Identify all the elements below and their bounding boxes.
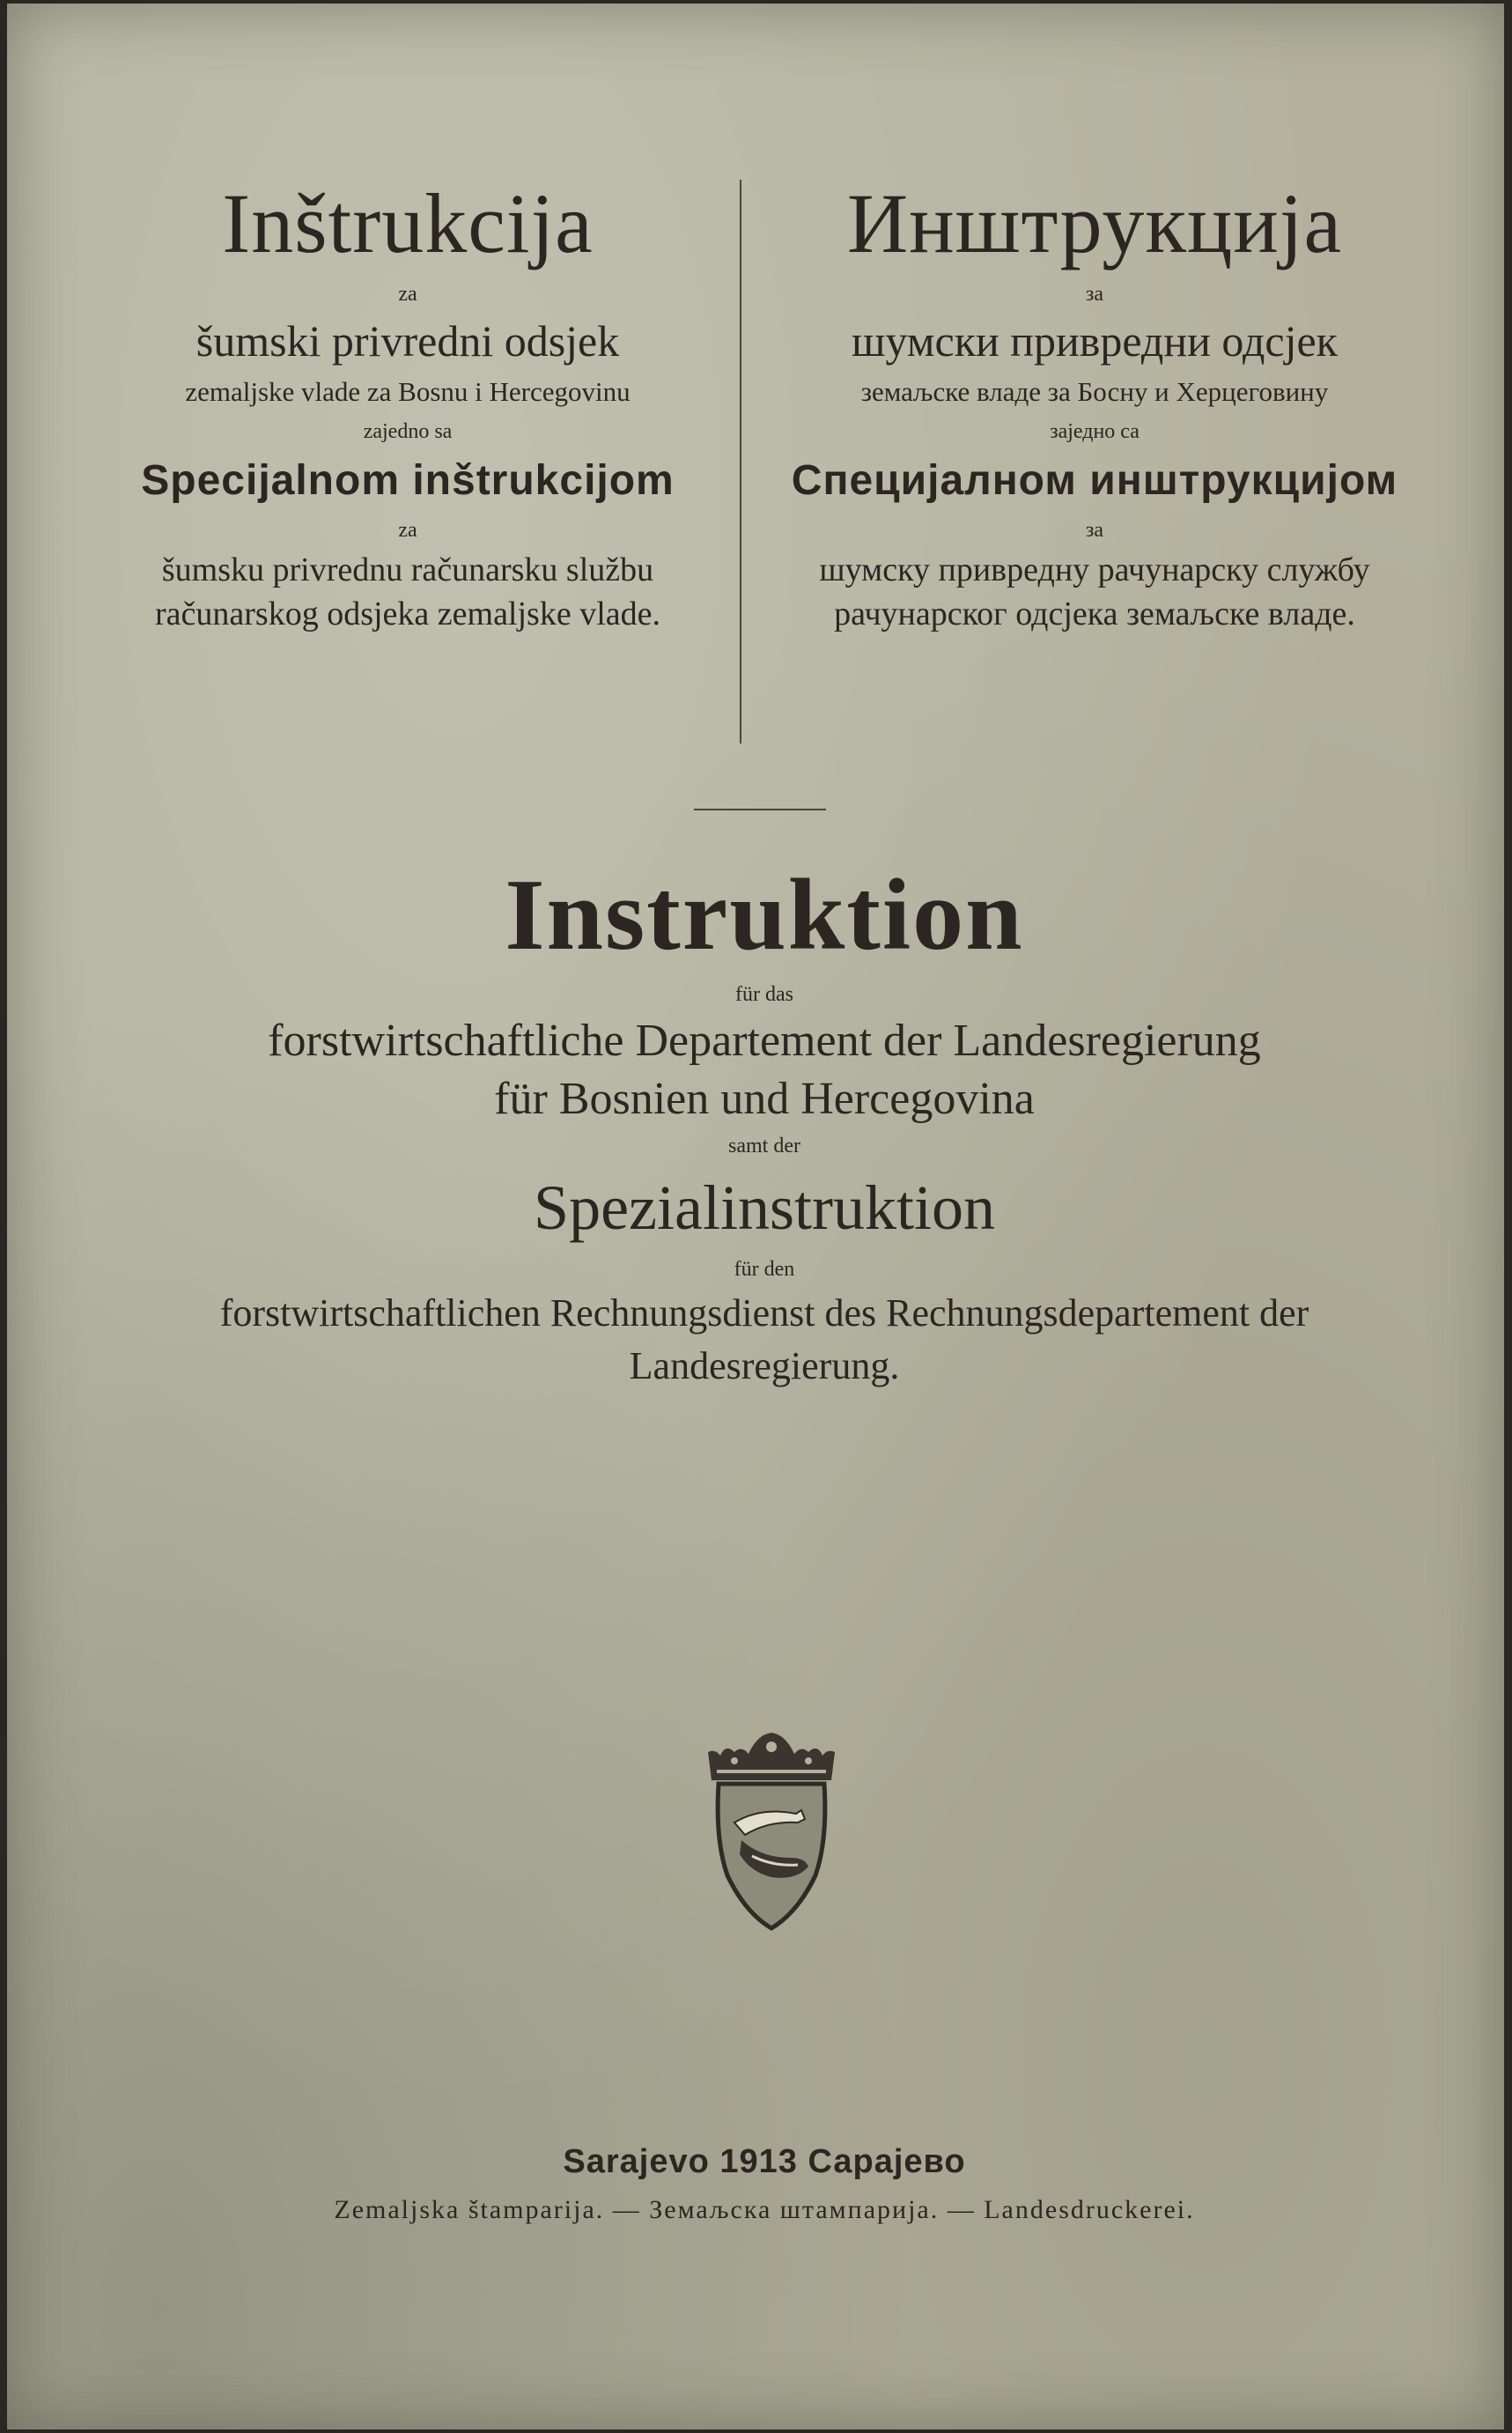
german-title: Instruktion [505,859,1024,972]
german-section [60,854,1469,1393]
cyrillic-line-2: земаљске владе за Босну и Херцеговину [860,376,1329,407]
latin-za-2: za [398,519,417,542]
section-rule [694,809,826,810]
bosnian-cyrillic-column [760,171,1429,636]
german-fur-das: für das [735,983,793,1006]
cyrillic-line-4: рачунарског одсјека земаљске владе. [834,595,1355,632]
title-page [7,4,1504,2429]
cyrillic-zajedno: заједно са [1050,420,1140,443]
latin-line-3: šumsku privrednu računarsku službu [161,551,654,588]
latin-special-title: Specijalnom inštrukcijom [141,457,675,504]
german-fur-den: für den [734,1258,795,1281]
cyrillic-line-1: шумски привредни одсјек [852,316,1338,366]
bosnian-latin-column [73,171,742,636]
latin-line-2: zemaljske vlade za Bosnu i Hercegovinu [185,376,631,407]
cyrillic-za-1: за [1085,283,1104,306]
latin-line-1: šumski privredni odsjek [195,316,620,366]
latin-zajedno: zajedno sa [363,420,453,443]
cyrillic-special-title: Специјалном инштрукцијом [791,457,1398,504]
imprint [60,2135,1469,2232]
printer-line: Zemaljska štamparija. — Земаљска штампарија. — Landesdruckerei. [334,2195,1195,2224]
german-line-3: forstwirtschaftlichen Rechnungsdienst des Rechnungsdepartement der [219,1291,1309,1335]
german-line-4: Landesregierung. [629,1344,900,1387]
german-special-title: Spezialinstruktion [534,1172,995,1243]
german-line-2: für Bosnien und Hercegovina [494,1074,1035,1124]
coat-of-arms-icon [699,1726,845,1933]
german-line-1: forstwirtschaftliche Departement der Landesregierung [268,1016,1261,1066]
cyrillic-za-2: за [1085,519,1104,542]
column-divider [740,180,741,743]
latin-title: Inštrukcija [222,176,594,270]
cyrillic-line-3: шумску привредну рачунарску службу [819,551,1370,588]
place-and-year: Sarajevo 1913 Сарајево [563,2143,966,2180]
latin-line-4: računarskog odsjeka zemaljske vlade. [155,595,660,632]
latin-za-1: za [398,283,417,306]
cyrillic-title: Инштрукција [846,176,1343,270]
german-samt-der: samt der [728,1135,800,1157]
